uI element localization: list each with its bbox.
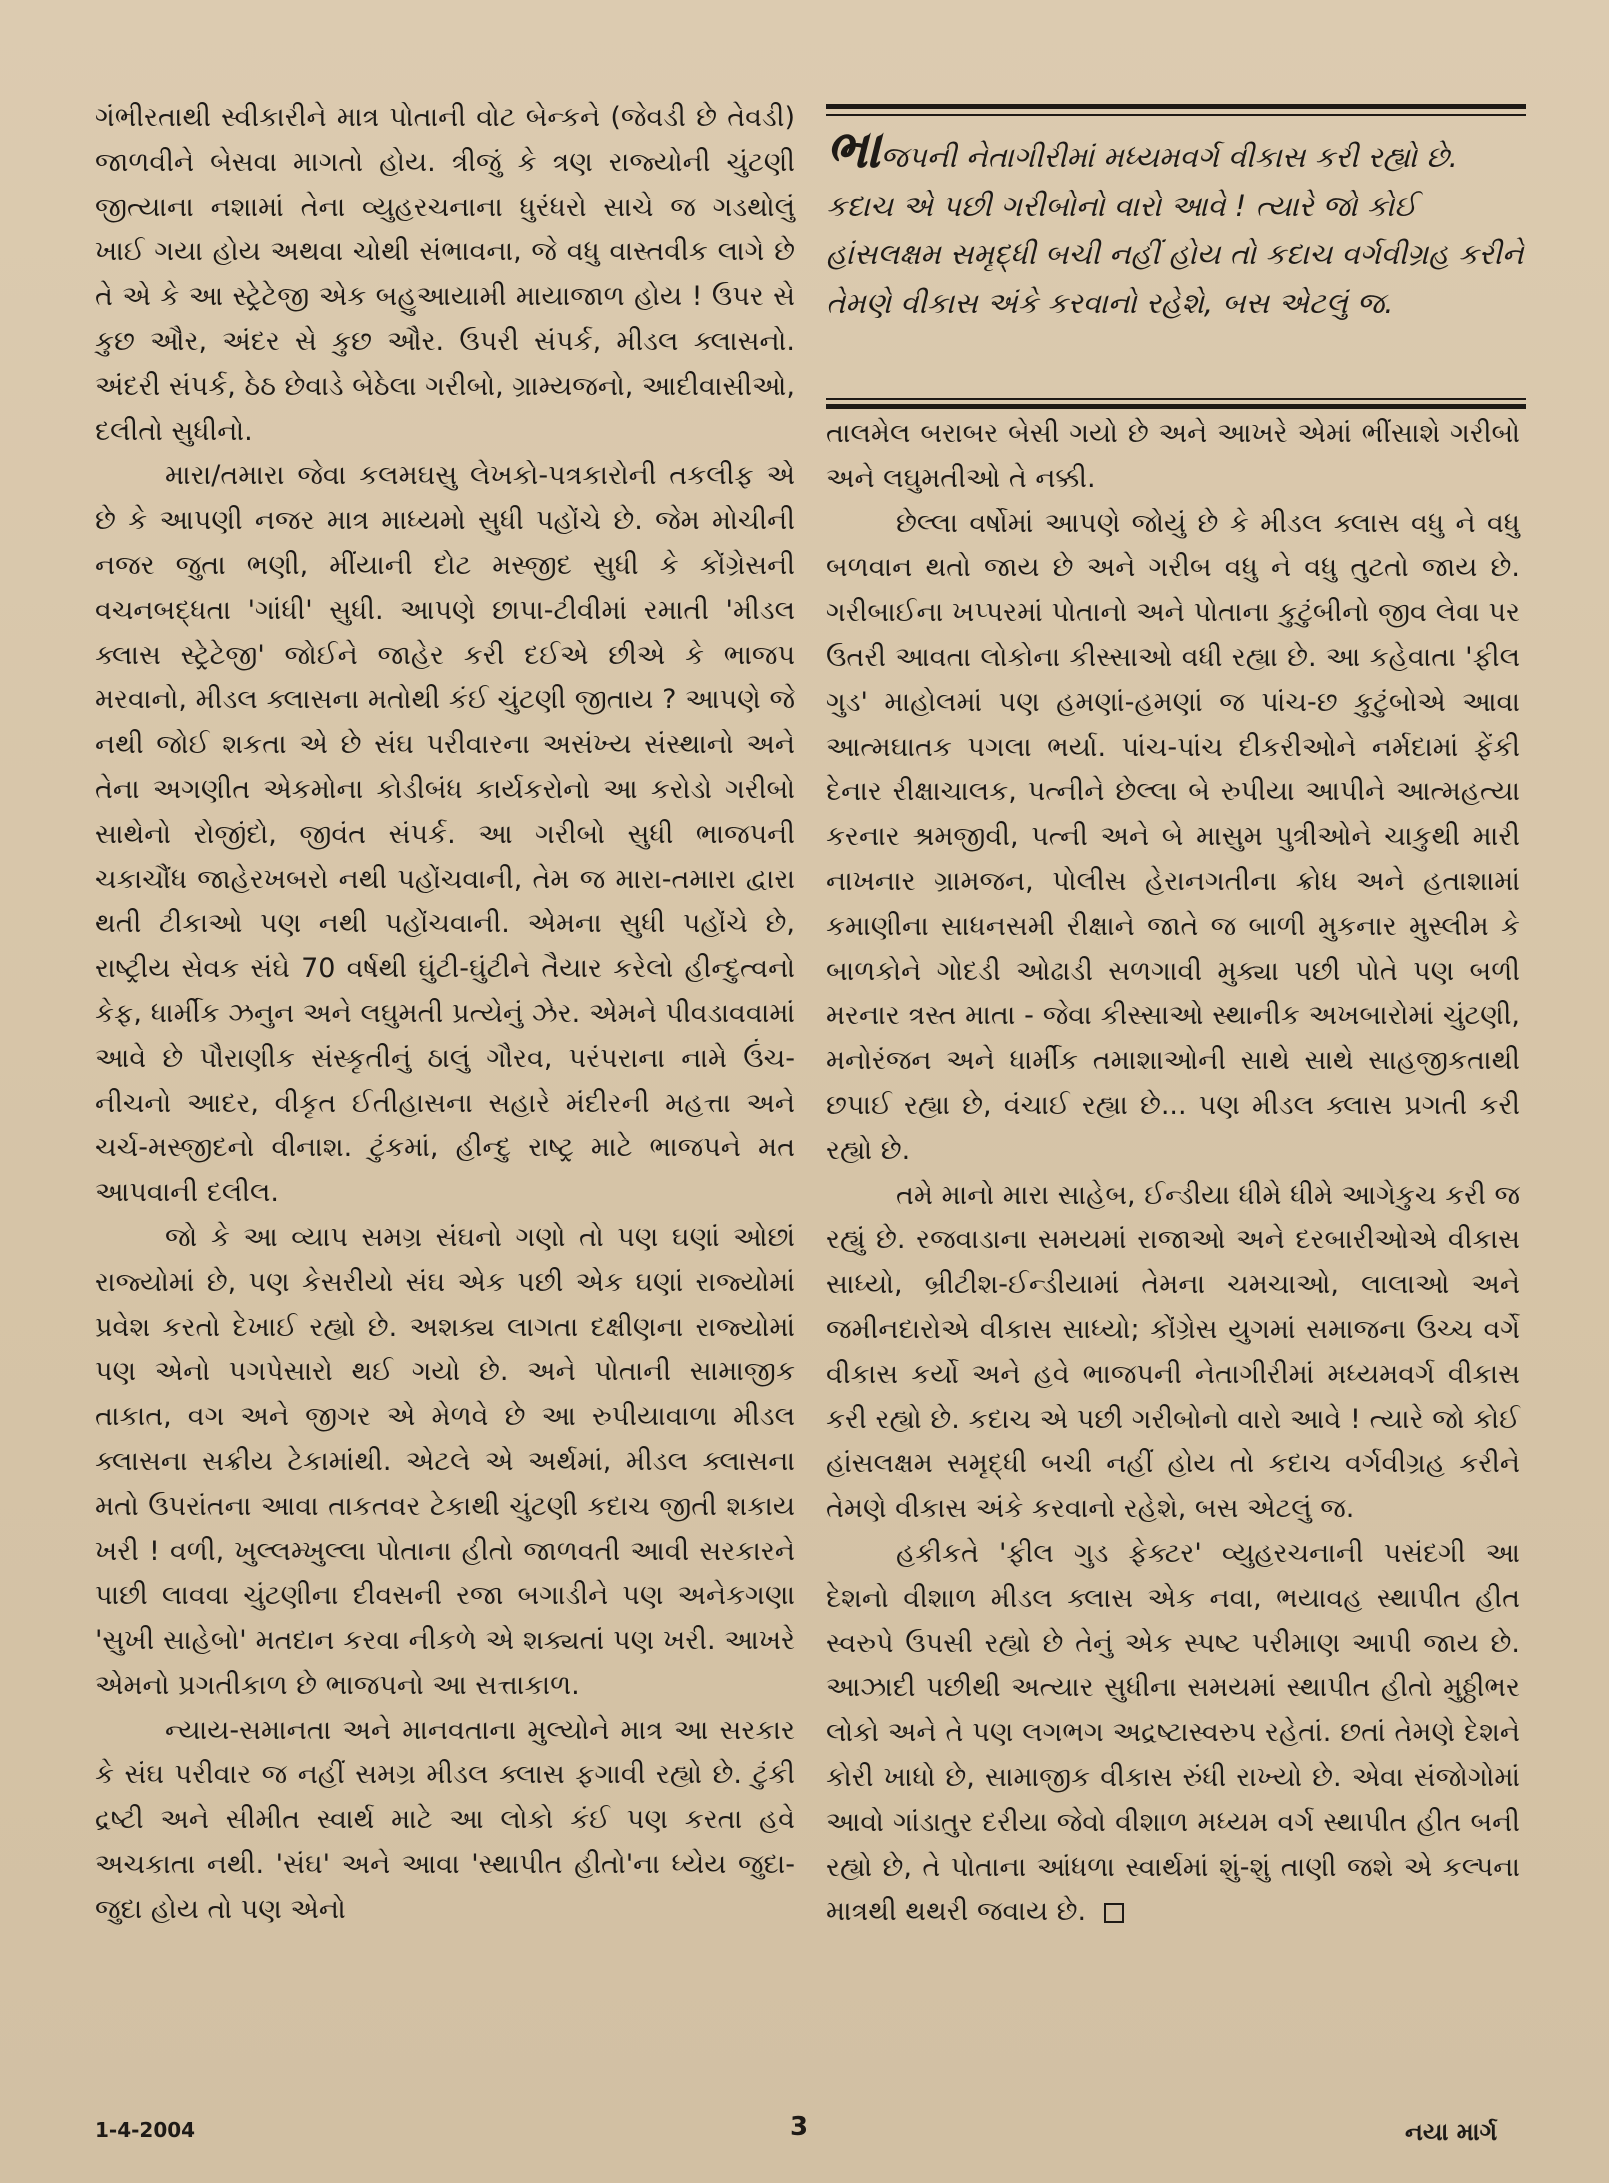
right-paragraph-4-text: હકીકતે 'ફીલ ગુડ ફેક્ટર' વ્યુહરચનાની પસંદગી આ દેશનો વીશાળ મીડલ ક્લાસ એક નવા, ભયાવહ સ્થાપીત હીત સ્વરુપે ઉપસી રહ્યો છે તેનું એક સ્પષ્ટ પરીમાણ આપી જાય છે. આઝાદી પછીથી અત્યાર સુધીના સમયમાં સ્થાપીત હીતો મુઠ્ઠીભર લોકો અને તે પણ લગભગ અદ્રષ્ટાસ્વરુપ રહેતાં. છતાં તેમણે દેશને કોરી ખાધો છે, સામાજીક વીકાસ રુંધી રાખ્યો છે. એવા સંજોગોમાં આવો ગાંડાતુર દરીયા જેવો વીશાળ મધ્યમ વર્ગ સ્થાપીત હીત બની રહ્યો છે, તે પોતાના આંધળા સ્વાર્થમાં શું-શું તાણી જશે એ કલ્પના માત્રથી થથરી જવાય છે. <box>826 1537 1520 1928</box>
article-end-mark-icon <box>1104 1903 1124 1923</box>
left-column <box>95 96 795 1933</box>
page-footer <box>0 2112 1609 2152</box>
left-paragraph-3: જો કે આ વ્યાપ સમગ્ર સંઘનો ગણો તો પણ ઘણાં ઓછાં રાજ્યોમાં છે, પણ કેસરીયો સંઘ એક પછી એક ઘણાં રાજ્યોમાં પ્રવેશ કરતો દેખાઈ રહ્યો છે. અશક્ય લાગતા દક્ષીણના રાજ્યોમાં પણ એનો પગપેસારો થઈ ગયો છે. અને પોતાની સામાજીક તાકાત, વગ અને જીગર એ મેળવે છે આ રુપીયાવાળા મીડલ ક્લાસના સક્રીય ટેકામાંથી. એટલે એ અર્થમાં, મીડલ ક્લાસના મતો ઉપરાંતના આવા તાકતવર ટેકાથી ચુંટણી કદાચ જીતી શકાય ખરી ! વળી, ખુલ્લમ્ખુલ્લા પોતાના હીતો જાળવતી આવી સરકારને પાછી લાવવા ચુંટણીના દીવસની રજા બગાડીને પણ અનેકગણા 'સુખી સાહેબો' મતદાન કરવા નીકળે એ શક્યતાં પણ ખરી. આખરે એમનો પ્રગતીકાળ છે ભાજપનો આ સત્તાકાળ. <box>95 1221 795 1701</box>
left-paragraph-2: મારા/તમારા જેવા કલમઘસુ લેખકો-પત્રકારોની તકલીફ એ છે કે આપણી નજર માત્ર માધ્યમો સુધી પહોંચે છે. જેમ મોચીની નજર જુતા ભણી, મીંયાની દોટ મસ્જીદ સુધી કે કોંગ્રેસની વચનબદ્ધતા 'ગાંધી' સુધી. આપણે છાપા-ટીવીમાં રમાતી 'મીડલ ક્લાસ સ્ટ્રેટેજી' જોઈને જાહેર કરી દઈએ છીએ કે ભાજપ મરવાનો, મીડલ ક્લાસના મતોથી કંઈ ચુંટણી જીતાય ? આપણે જે નથી જોઈ શકતા એ છે સંઘ પરીવારના અસંખ્ય સંસ્થાનો અને તેના અગણીત એકમોના કોડીબંધ કાર્યકરોનો આ કરોડો ગરીબો સાથેનો રોજીંદો, જીવંત સંપર્ક. આ ગરીબો સુધી ભાજપની ચકાચૌંધ જાહેરખબરો નથી પહોંચવાની, તેમ જ મારા-તમારા દ્વારા થતી ટીકાઓ પણ નથી પહોંચવાની. એમના સુધી પહોંચે છે, રાષ્ટ્રીય સેવક સંઘે 70 વર્ષથી ઘુંટી-ઘુંટીને તૈયાર કરેલો હીન્દુત્વનો કેફ, ધાર્મીક ઝનુન અને લઘુમતી પ્રત્યેનું ઝેર. એમને પીવડાવવામાં આવે છે પૌરાણીક સંસ્કૃતીનું ઠાલું ગૌરવ, પરંપરાના નામે ઉંચ-નીચનો આદર, વીકૃત ઈતીહાસના સહારે મંદીરની મહત્તા અને ચર્ચ-મસ્જીદનો વીનાશ. ટુંકમાં, હીન્દુ રાષ્ટ્ર માટે ભાજપને મત આપવાની દલીલ. <box>95 460 795 1209</box>
pull-quote-top-rule-thin <box>826 114 1526 116</box>
footer-date: 1-4-2004 <box>95 2118 196 2142</box>
pull-quote-box <box>826 104 1526 406</box>
left-paragraph-4: ન્યાય-સમાનતા અને માનવતાના મુલ્યોને માત્ર આ સરકાર કે સંઘ પરીવાર જ નહીં સમગ્ર મીડલ ક્લાસ ફગાવી રહ્યો છે. ટુંકી દ્રષ્ટી અને સીમીત સ્વાર્થ માટે આ લોકો કંઈ પણ કરતા હવે અચકાતા નથી. 'સંઘ' અને આવા 'સ્થાપીત હીતો'ના ધ્યેય જુદા-જુદા હોય તો પણ એનો <box>95 1714 795 1925</box>
pull-quote-dropcap: ભા <box>826 120 881 180</box>
right-column <box>826 412 1520 1935</box>
right-paragraph-2: છેલ્લા વર્ષોમાં આપણે જોયું છે કે મીડલ ક્લાસ વધુ ને વધુ બળવાન થતો જાય છે અને ગરીબ વધુ ને વધુ તુટતો જાય છે. ગરીબાઈના ખપ્પરમાં પોતાનો અને પોતાના કુટુંબીનો જીવ લેવા પર ઉતરી આવતા લોકોના કીસ્સાઓ વધી રહ્યા છે. આ કહેવાતા 'ફીલ ગુડ' માહોલમાં પણ હમણાં-હમણાં જ પાંચ-છ કુટુંબોએ આવા આત્મઘાતક પગલા ભર્યા. પાંચ-પાંચ દીકરીઓને નર્મદામાં ફેંકી દેનાર રીક્ષાચાલક, પત્નીને છેલ્લા બે રુપીયા આપીને આત્મહત્યા કરનાર શ્રમજીવી, પત્ની અને બે માસુમ પુત્રીઓને ચાકુથી મારી નાખનાર ગ્રામજન, પોલીસ હેરાનગતીના ક્રોધ અને હતાશામાં કમાણીના સાધનસમી રીક્ષાને જાતે જ બાળી મુકનાર મુસ્લીમ કે બાળકોને ગોદડી ઓઢાડી સળગાવી મુક્યા પછી પોતે પણ બળી મરનાર ત્રસ્ત માતા - જેવા કીસ્સાઓ સ્થાનીક અખબારોમાં ચુંટણી, મનોરંજન અને ધાર્મીક તમાશાઓની સાથે સાથે સાહજીકતાથી છપાઈ રહ્યા છે, વંચાઈ રહ્યા છે... પણ મીડલ ક્લાસ પ્રગતી કરી રહ્યો છે. <box>826 507 1520 1166</box>
pull-quote-bottom-rule-thin <box>826 398 1526 400</box>
footer-magazine-name: નયા માર્ગ <box>1405 2118 1498 2146</box>
right-paragraph-4 <box>826 1532 1520 1935</box>
footer-page-number: 3 <box>790 2112 809 2142</box>
left-paragraph-1: ગંભીરતાથી સ્વીકારીને માત્ર પોતાની વોટ બેન્કને (જેવડી છે તેવડી) જાળવીને બેસવા માગતો હોય. ત્રીજું કે ત્રણ રાજ્યોની ચુંટણી જીત્યાના નશામાં તેના વ્યુહરચનાના ધુરંધરો સાચે જ ગડથોલું ખાઈ ગયા હોય અથવા ચોથી સંભાવના, જે વધુ વાસ્તવીક લાગે છે તે એ કે આ સ્ટ્રેટેજી એક બહુઆયામી માયાજાળ હોય ! ઉપર સે કુછ ઔર, અંદર સે કુછ ઔર. ઉપરી સંપર્ક, મીડલ ક્લાસનો. અંદરી સંપર્ક, ઠેઠ છેવાડે બેઠેલા ગરીબો, ગ્રામ્યજનો, આદીવાસીઓ, દલીતો સુધીનો. <box>95 102 795 447</box>
right-paragraph-1: તાલમેલ બરાબર બેસી ગયો છે અને આખરે એમાં ભીંસાશે ગરીબો અને લઘુમતીઓ તે નક્કી. <box>826 418 1520 494</box>
pull-quote <box>826 120 1526 327</box>
pull-quote-text: જપની નેતાગીરીમાં મધ્યમવર્ગ વીકાસ કરી રહ્યો છે. કદાચ એ પછી ગરીબોનો વારો આવે ! ત્યારે જો કોઈ હાંસલક્ષમ સમૃદ્ધી બચી નહીં હોય તો કદાચ વર્ગવીગ્રહ કરીને તેમણે વીકાસ અંકે કરવાનો રહેશે, બસ એટલું જ. <box>826 140 1524 320</box>
pull-quote-top-rule <box>826 104 1526 109</box>
right-paragraph-3: તમે માનો મારા સાહેબ, ઈન્ડીયા ધીમે ધીમે આગેકુચ કરી જ રહ્યું છે. રજવાડાના સમયમાં રાજાઓ અને દરબારીઓએ વીકાસ સાધ્યો, બ્રીટીશ-ઈન્ડીયામાં તેમના ચમચાઓ, લાલાઓ અને જમીનદારોએ વીકાસ સાધ્યો; કોંગ્રેસ યુગમાં સમાજના ઉચ્ચ વર્ગે વીકાસ કર્યો અને હવે ભાજપની નેતાગીરીમાં મધ્યમવર્ગ વીકાસ કરી રહ્યો છે. કદાચ એ પછી ગરીબોનો વારો આવે ! ત્યારે જો કોઈ હાંસલક્ષમ સમૃદ્ધી બચી નહીં હોય તો કદાચ વર્ગવીગ્રહ કરીને તેમણે વીકાસ અંકે કરવાનો રહેશે, બસ એટલું જ. <box>826 1179 1520 1525</box>
pull-quote-bottom-rule <box>826 404 1526 409</box>
